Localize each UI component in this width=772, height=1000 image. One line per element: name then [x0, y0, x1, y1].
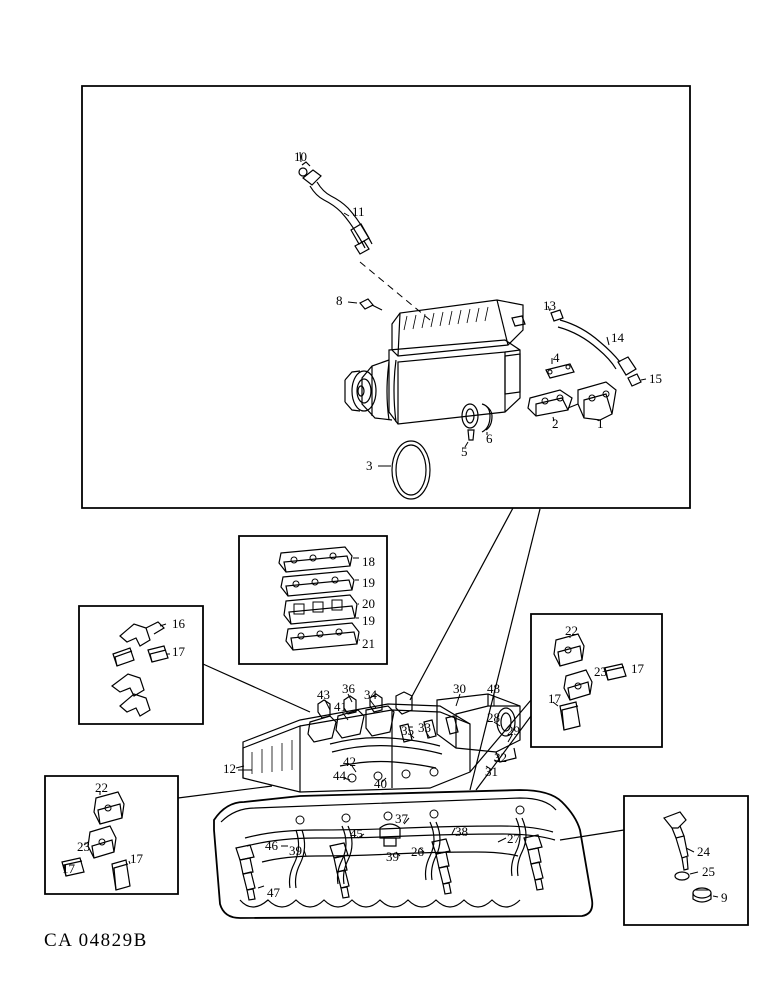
callout-42: 42	[343, 754, 356, 769]
callout-26: 26	[411, 844, 424, 859]
callout-14: 14	[611, 330, 624, 345]
part-8-bolt	[348, 299, 382, 310]
nozzle-holder	[236, 845, 255, 900]
callout-38: 38	[455, 824, 468, 839]
callout-4: 4	[553, 350, 560, 365]
part-1-support-bracket	[568, 382, 616, 421]
callout-8: 8	[336, 293, 343, 308]
callout-18: 18	[362, 554, 375, 569]
callout-30: 30	[453, 681, 466, 696]
nozzle-holder	[330, 843, 349, 898]
callout-21: 21	[362, 636, 375, 651]
callout-10: 10	[294, 149, 307, 164]
callout-29: 29	[507, 723, 520, 738]
callout-6: 6	[486, 431, 493, 446]
callout-43: 43	[317, 687, 330, 702]
nozzle-panel	[560, 796, 748, 925]
part-13-14-15-return-line	[548, 306, 646, 386]
callout-40: 40	[374, 776, 387, 791]
callout-23-lower-left: 23	[77, 839, 90, 854]
callout-12: 12	[223, 761, 236, 776]
callout-9: 9	[721, 890, 728, 905]
callout-34: 34	[364, 687, 377, 702]
callout-45: 45	[350, 826, 363, 841]
part-code-label: CA 04829B	[44, 930, 148, 951]
callout-41: 41	[334, 699, 347, 714]
callout-39-left: 39	[289, 843, 302, 858]
callout-23-right: 23	[594, 664, 607, 679]
callout-27: 27	[507, 831, 520, 846]
callout-20: 20	[362, 596, 375, 611]
callout-19: 19	[362, 575, 375, 590]
callout-19-second: 19	[362, 613, 375, 628]
callout-2: 2	[552, 416, 559, 431]
callout-17-lower-left-a: 17	[62, 861, 75, 876]
callout-35: 35	[401, 723, 414, 738]
part-3-o-ring	[378, 441, 430, 499]
nozzle-holder	[524, 835, 543, 890]
callout-11: 11	[352, 204, 365, 219]
callout-13: 13	[543, 298, 556, 313]
callout-37: 37	[395, 811, 408, 826]
callout-16: 16	[172, 616, 185, 631]
callout-17-right-lower: 17	[548, 691, 561, 706]
injection-pump-body	[345, 300, 525, 424]
callout-17-lower-left-b: 17	[130, 851, 143, 866]
callout-31: 31	[485, 764, 498, 779]
callout-25: 25	[702, 864, 715, 879]
callout-3: 3	[366, 458, 373, 473]
nozzle-holder	[432, 839, 451, 894]
callout-48: 48	[487, 681, 500, 696]
callout-44: 44	[333, 768, 346, 783]
callout-5: 5	[461, 444, 468, 459]
callout-46: 46	[265, 838, 278, 853]
callout-22-lower-left: 22	[95, 780, 108, 795]
callout-36: 36	[342, 681, 355, 696]
callout-24: 24	[697, 844, 710, 859]
callout-47: 47	[267, 885, 280, 900]
callout-33: 33	[418, 720, 431, 735]
callout-22-right: 22	[565, 623, 578, 638]
part-4-spacer	[546, 358, 574, 378]
injection-pump-detail-panel	[82, 86, 690, 790]
clamp-lower-left-panel	[45, 776, 272, 894]
callout-1: 1	[597, 416, 604, 431]
clamp-left-panel	[79, 606, 310, 724]
callout-39-right: 39	[386, 849, 399, 864]
callout-17-right-upper: 17	[631, 661, 644, 676]
part-10-11-fuel-line	[299, 152, 430, 320]
callout-32: 32	[494, 750, 507, 765]
part-2-bracket	[528, 390, 572, 421]
callout-17-left: 17	[172, 644, 185, 659]
callout-28: 28	[487, 710, 500, 725]
callout-15: 15	[649, 371, 662, 386]
